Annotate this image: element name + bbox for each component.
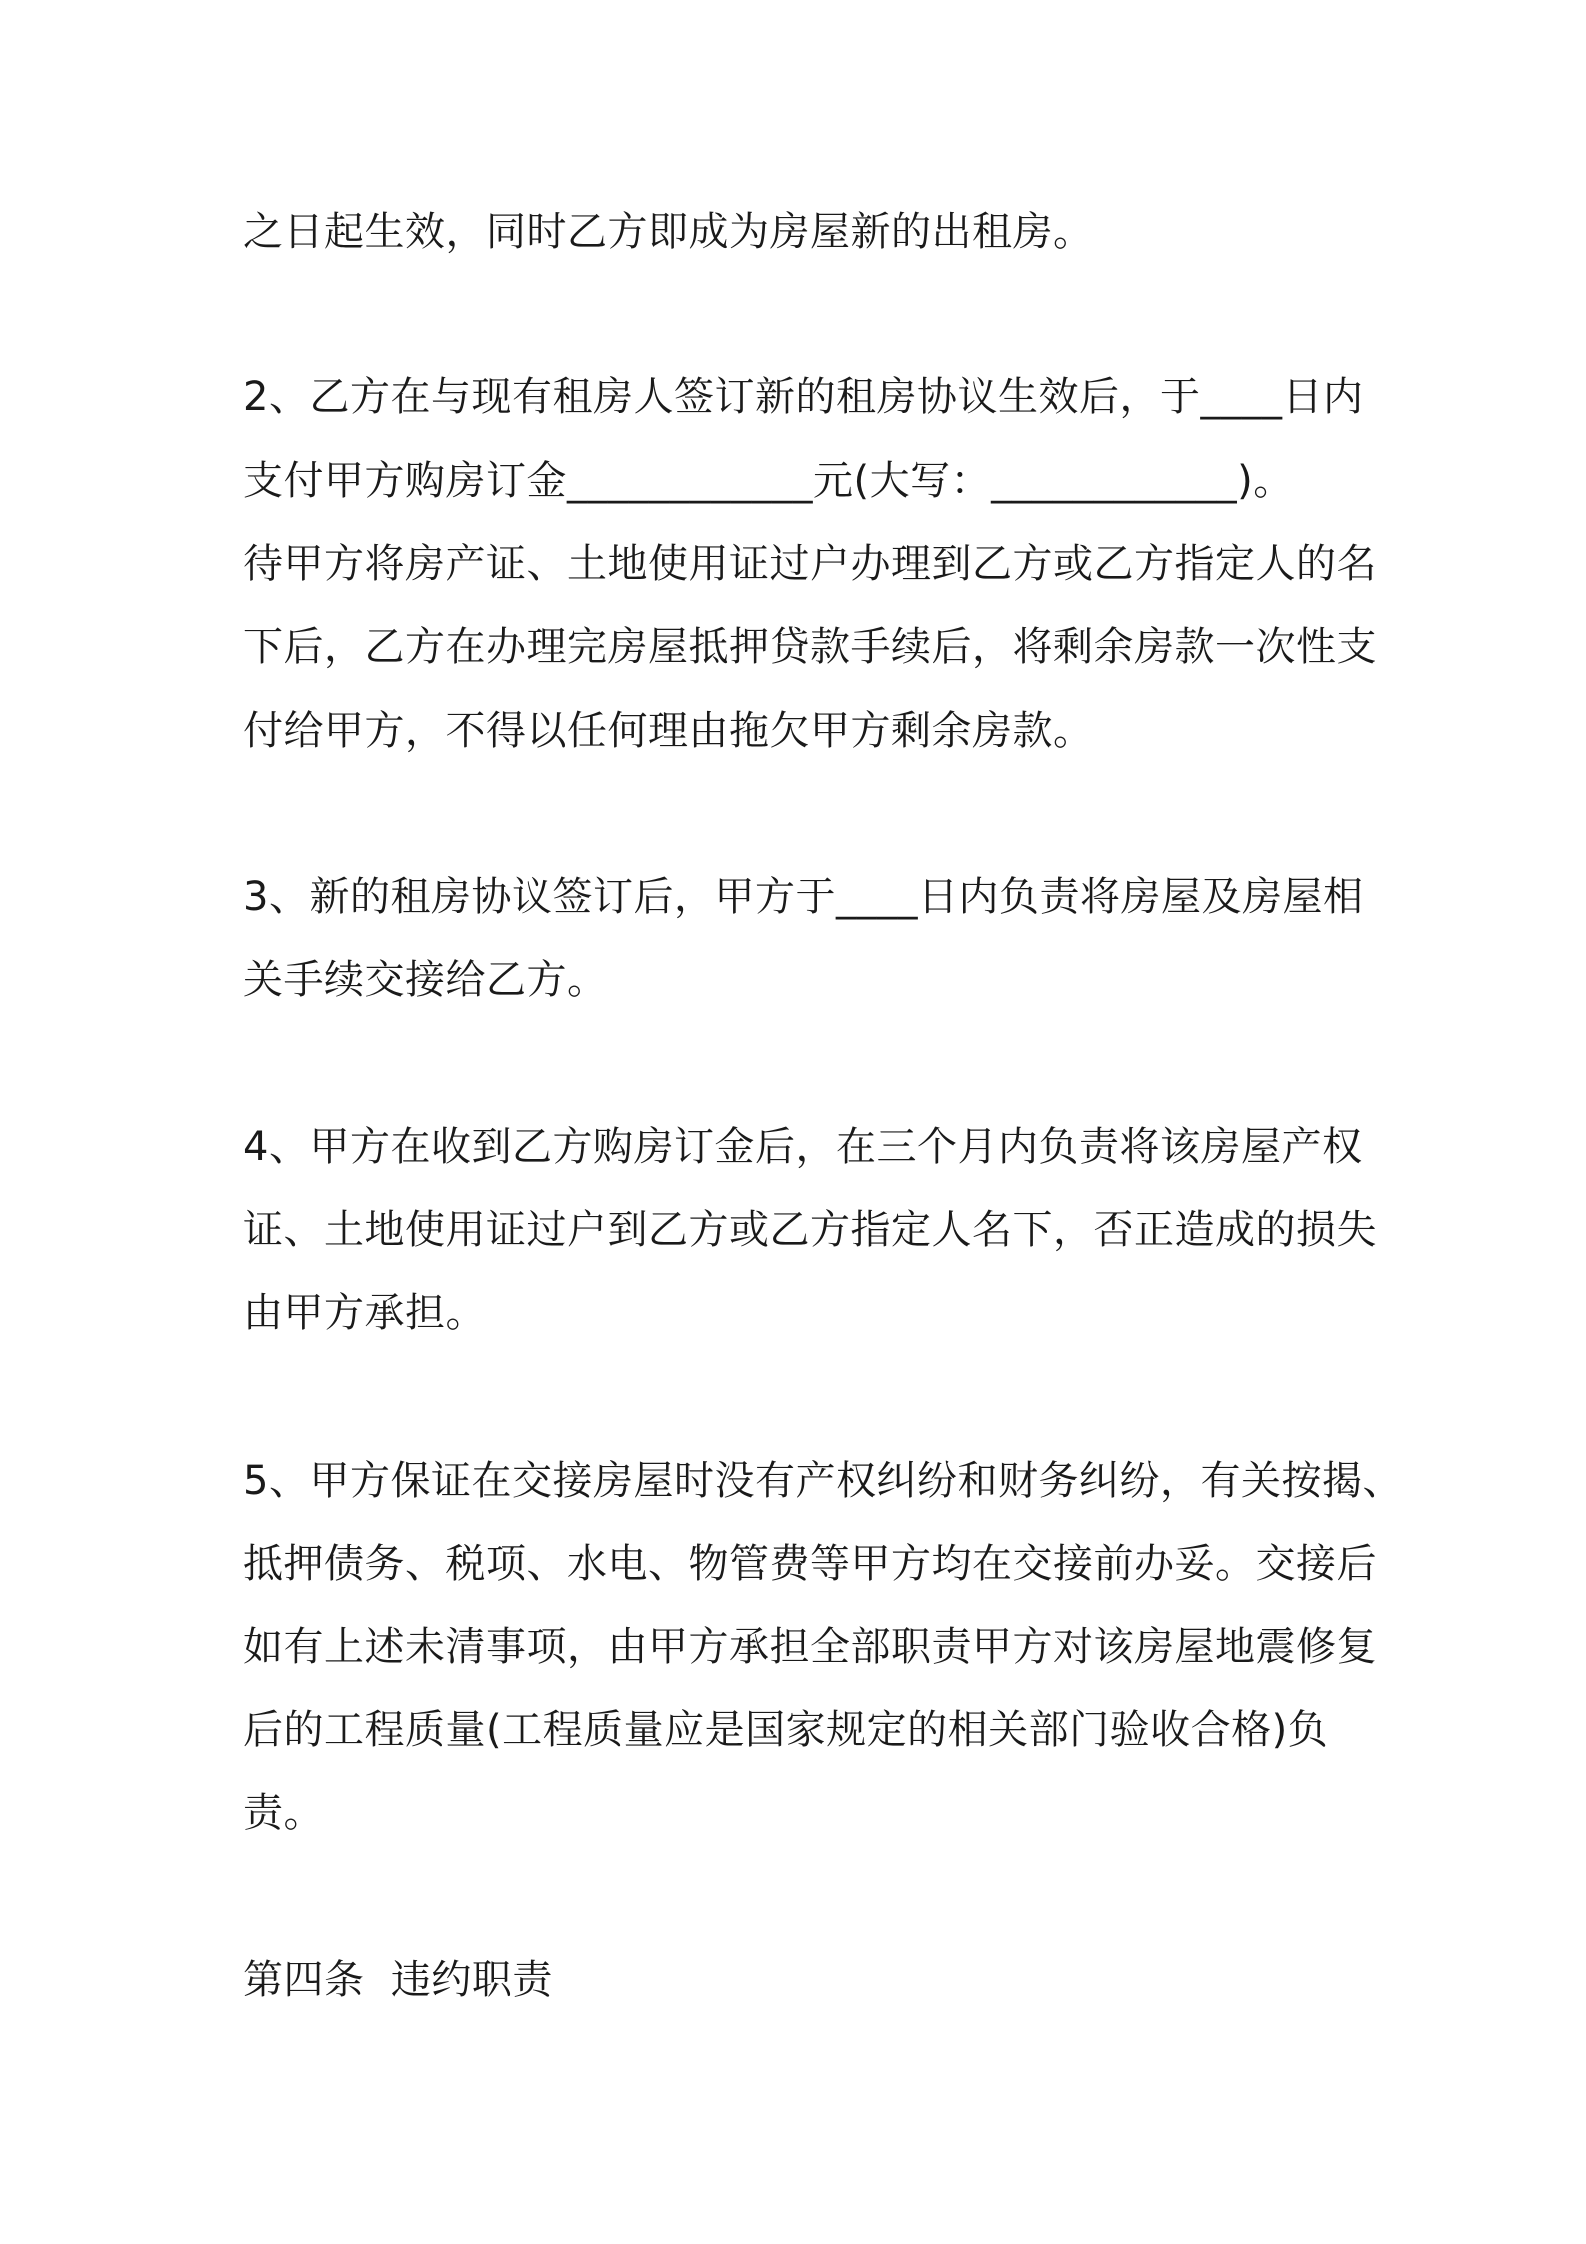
paragraph-line: 待甲方将房产证、土地使用证过户办理到乙方或乙方指定人的名 (243, 541, 1377, 587)
paragraph-line: 抵押债务、税项、水电、物管费等甲方均在交接前办妥。交接后 (243, 1541, 1377, 1587)
paragraph-line: 4、甲方在收到乙方购房订金后，在三个月内负责将该房屋产权 (243, 1124, 1363, 1170)
paragraph-line: 付给甲方，不得以任何理由拖欠甲方剩余房款。 (243, 708, 1094, 754)
paragraph-line: 5、甲方保证在交接房屋时没有产权纠纷和财务纠纷，有关按揭、 (243, 1458, 1403, 1504)
paragraph-line: 如有上述未清事项，由甲方承担全部职责甲方对该房屋地震修复 (243, 1624, 1377, 1670)
paragraph-line: 3、新的租房协议签订后，甲方于____日内负责将房屋及房屋相 (243, 874, 1364, 920)
paragraph-line: 之日起生效，同时乙方即成为房屋新的出租房。 (243, 209, 1094, 255)
paragraph-line: 2、乙方在与现有租房人签订新的租房协议生效后，于____日内 (243, 374, 1364, 420)
paragraph-line: 证、土地使用证过户到乙方或乙方指定人名下，否正造成的损失 (243, 1207, 1377, 1253)
paragraph-line: 下后，乙方在办理完房屋抵押贷款手续后，将剩余房款一次性支 (243, 624, 1377, 670)
paragraph-line: 后的工程质量(工程质量应是国家规定的相关部门验收合格)负 (243, 1707, 1329, 1753)
section-heading: 第四条 违约职责 (243, 1957, 553, 2003)
paragraph-line: 支付甲方购房订金____________元(大写：____________)。 (243, 458, 1294, 504)
paragraph-line: 由甲方承担。 (243, 1290, 486, 1336)
paragraph-line: 责。 (243, 1790, 324, 1836)
paragraph-line: 关手续交接给乙方。 (243, 957, 608, 1003)
